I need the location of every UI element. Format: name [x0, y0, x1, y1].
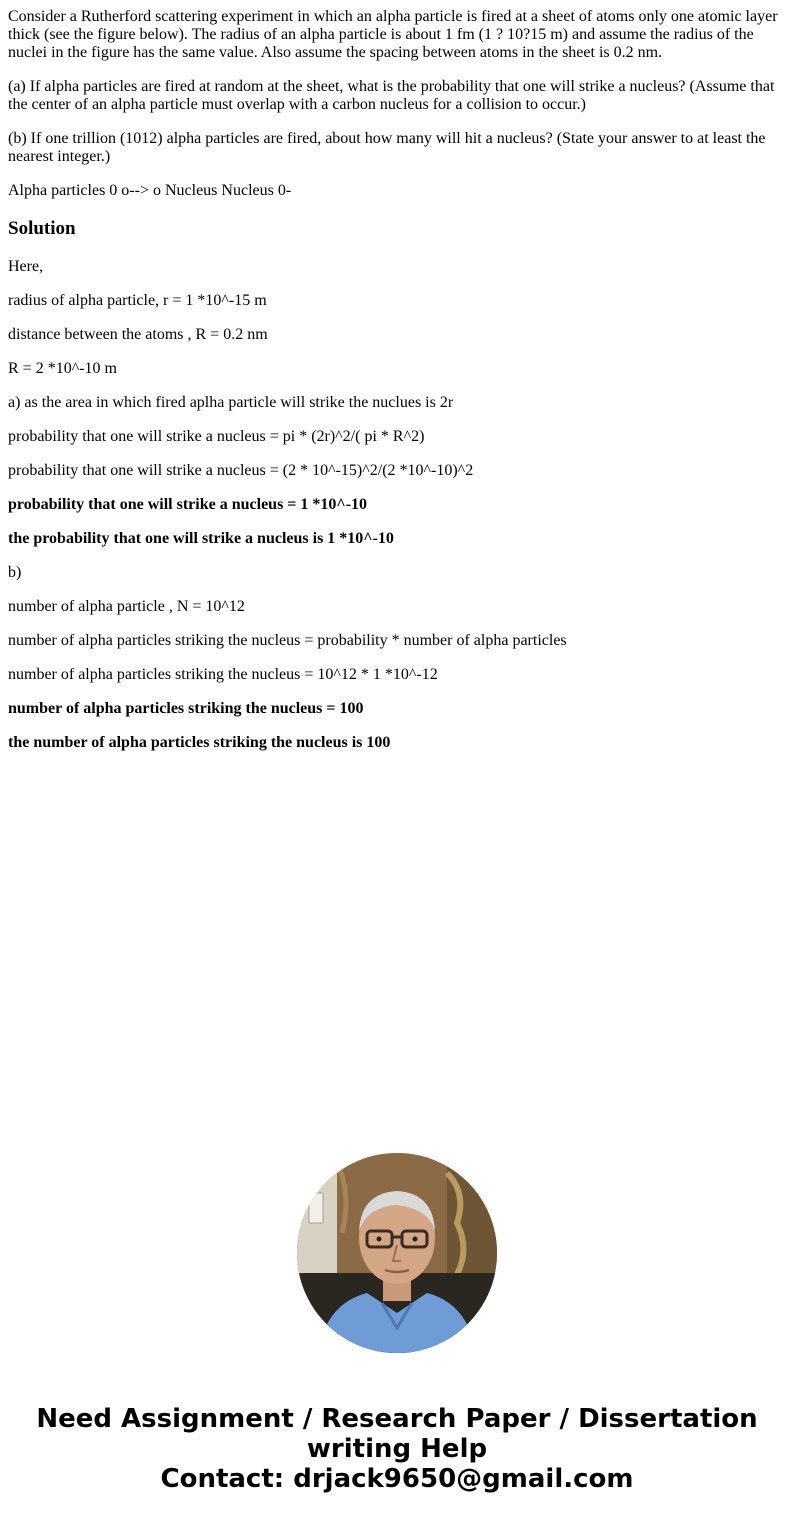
solution-line: probability that one will strike a nucleus = (2 * 10^-15)^2/(2 *10^-10)^2: [8, 462, 474, 479]
question-intro: Consider a Rutherford scattering experiment in which an alpha particle is fired at a sheet of atoms only one atomic layer thick (see the figure below). The radius of an alpha particle is about 1 fm (1 ? 10?15 m) and assume the radius of the nuclei in the figure has the same value. Also assume the spacing between atoms in the sheet is 0.2 nm.: [8, 8, 778, 61]
solution-line: radius of alpha particle, r = 1 *10^-15 m: [8, 292, 267, 309]
solution-line: a) as the area in which fired aplha particle will strike the nuclues is 2r: [8, 394, 454, 411]
solution-answer-b: the number of alpha particles striking the nucleus is 100: [8, 734, 391, 751]
solution-line: number of alpha particles striking the nucleus = 10^12 * 1 *10^-12: [8, 666, 438, 683]
solution-line: number of alpha particle , N = 10^12: [8, 598, 245, 615]
promo-banner: [0, 1404, 794, 1494]
question-part-b: (b) If one trillion (1012) alpha particles are fired, about how many will hit a nucleus? (State your answer to at least the nearest integer.): [8, 130, 766, 165]
solution-answer-a: the probability that one will strike a nucleus is 1 *10^-10: [8, 530, 394, 547]
promo-contact: Contact: drjack9650@gmail.com: [160, 1464, 634, 1494]
promo-line: Need Assignment / Research Paper / Dissertation: [36, 1404, 758, 1434]
tutor-avatar: [297, 1153, 497, 1353]
question-part-a: (a) If alpha particles are fired at random at the sheet, what is the probability that one will strike a nucleus? (Assume that the center of an alpha particle must overlap with a carbon nucleus for a collision to occur.): [8, 78, 775, 113]
solution-line: probability that one will strike a nucleus = pi * (2r)^2/( pi * R^2): [8, 428, 425, 445]
solution-result-line: probability that one will strike a nucleus = 1 *10^-10: [8, 496, 368, 513]
solution-line: distance between the atoms , R = 0.2 nm: [8, 326, 268, 343]
tutor-portrait-image: [297, 1153, 497, 1353]
solution-result-line: number of alpha particles striking the nucleus = 100: [8, 700, 364, 717]
promo-line: writing Help: [306, 1434, 488, 1464]
solution-heading: Solution: [8, 218, 76, 239]
solution-line: number of alpha particles striking the nucleus = probability * number of alpha particles: [8, 632, 567, 649]
figure-text: Alpha particles 0 o--> o Nucleus Nucleus 0-: [8, 182, 292, 199]
solution-line: R = 2 *10^-10 m: [8, 360, 117, 377]
solution-line: Here,: [8, 258, 44, 275]
solution-document: [0, 0, 794, 752]
solution-line: b): [8, 564, 22, 581]
